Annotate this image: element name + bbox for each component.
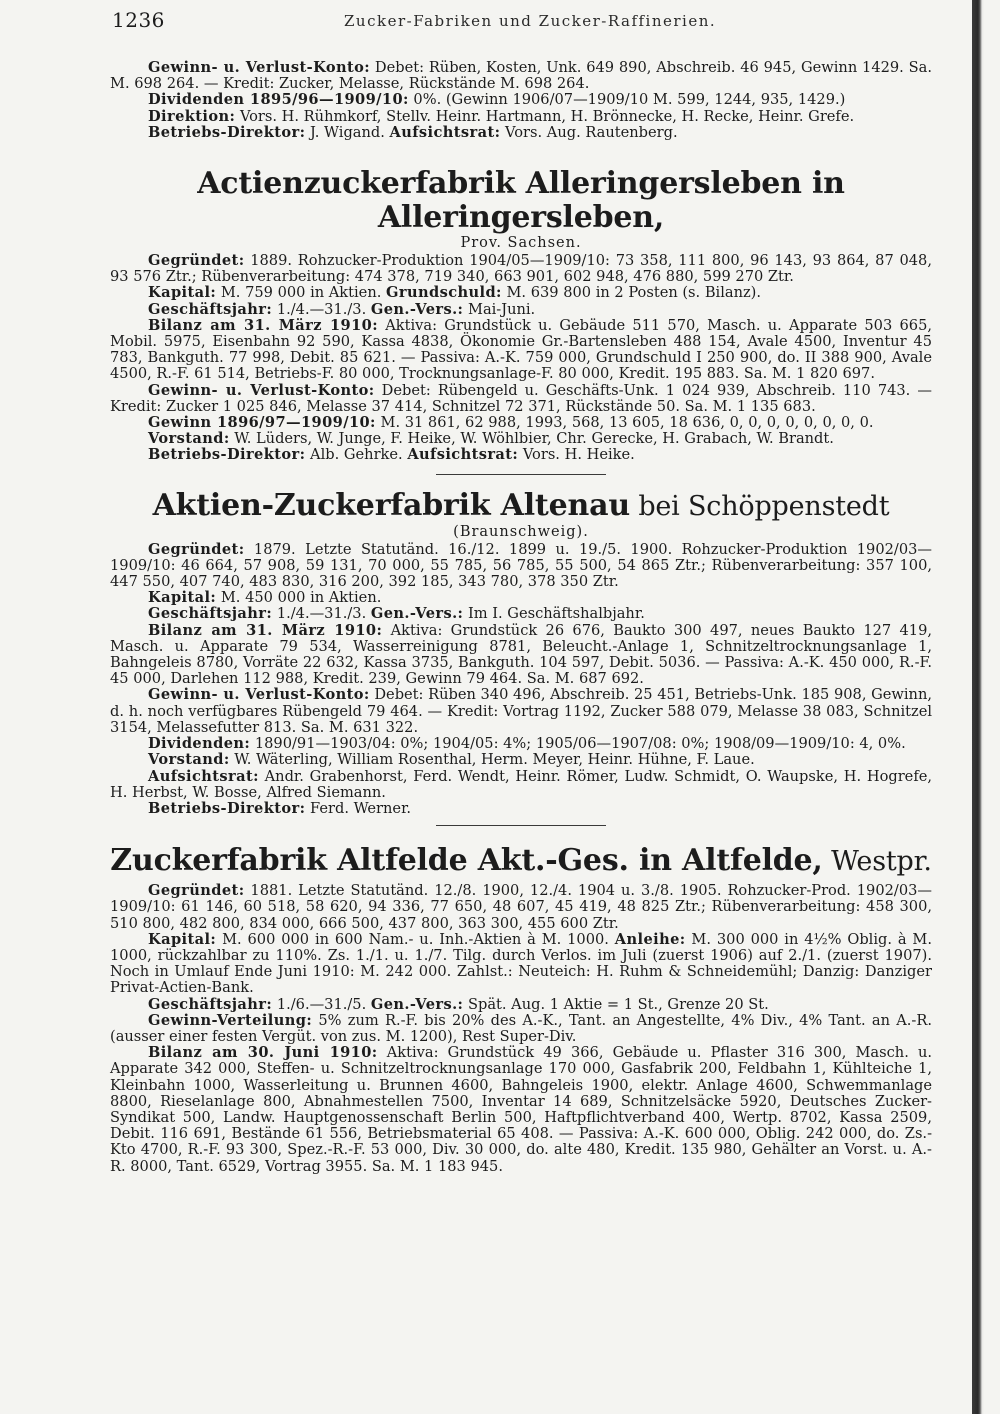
label: Anleihe: xyxy=(614,930,686,948)
text: M. 450 000 in Aktien. xyxy=(216,589,382,607)
title-text: Zuckerfabrik Altfelde Akt.-Ges. in Altfelde, xyxy=(110,843,823,879)
label: Bilanz am 31. März 1910: xyxy=(148,621,383,639)
text: Aktiva: Grundstück u. Gebäude 511 570, Masch. u. Apparate 503 665, Mobil. 5975, Eisenbahn 92 590, Kassa 4838, Ökonomie Gr.-Bartensleben 488 154, Avale 4500, Inventur 45 783, Bankguth. 77 998, Debit. 85 621. — Passiva: A.-K. 759 000, Grundschuld I 250 900, do. II 388 900, Avale 4500, R.-F. 61 514, Betriebs-F. 80 000, Trocknungsanlage-F. 80 000, Kredit. 195 883. Sa. M. 1 820 697. xyxy=(110,316,932,383)
label: Gegründet: xyxy=(148,252,245,270)
label: Kapital: xyxy=(148,284,217,302)
scan-edge xyxy=(972,0,1000,1414)
text: Debet: Rüben, Kosten, Unk. 649 890, Abschreib. 46 945, Gewinn 1429. Sa. M. 698 264. — Kredit: Zucker, Melasse, Rückstände M. 698 264. xyxy=(110,59,932,93)
paragraph xyxy=(110,687,932,736)
text: 0%. (Gewinn 1906/07—1909/10 M. 599, 1244, 935, 1429.) xyxy=(408,91,846,109)
label: Direktion: xyxy=(148,107,236,125)
section-subtitle: Prov. Sachsen. xyxy=(460,235,582,252)
label: Gen.-Vers.: xyxy=(370,995,464,1013)
paragraph xyxy=(110,801,932,817)
label: Kapital: xyxy=(148,589,217,607)
page-number: 1236 xyxy=(112,8,165,32)
label: Gegründet: xyxy=(148,540,245,558)
label: Gen.-Vers.: xyxy=(370,605,464,623)
text: Mai-Juni. xyxy=(463,300,536,318)
paragraph xyxy=(110,606,932,622)
text: Spät. Aug. 1 Aktie = 1 St., Grenze 20 St. xyxy=(463,995,769,1013)
text: 1./4.—31./3. xyxy=(272,300,371,318)
label: Aufsichtsrat: xyxy=(407,446,519,464)
paragraph xyxy=(110,125,932,141)
paragraph xyxy=(110,109,932,125)
text: M. 300 000 in 4½% Oblig. à M. 1000, rückzahlbar zu 110%. Zs. 1./1. u. 1./7. Tilg. durch Verlos. im Juli (zuerst 1906) auf 2./1. (zuerst 1907). Noch in Umlauf Ende Juni 1910: M. 242 000. Zahlst.: Neuteich: H. Ruhm & Schneidemühl; Danzig: Danziger Privat-Actien-Bank. xyxy=(110,930,932,997)
paragraph xyxy=(110,1045,932,1175)
section-title: Actienzuckerfabrik Alleringersleben in Alleringersleben, xyxy=(197,166,845,236)
label: Dividenden 1895/96—1909/10: xyxy=(148,91,409,109)
label: Vorstand: xyxy=(148,430,230,448)
text: M. 639 800 in 2 Posten (s. Bilanz). xyxy=(501,284,762,302)
text: Vors. H. Rühmkorf, Stellv. Heinr. Hartmann, H. Brönnecke, H. Recke, Heinr. Grefe. xyxy=(235,107,855,125)
paragraph xyxy=(110,92,932,108)
label: Grundschuld: xyxy=(386,284,502,302)
text: M. 759 000 in Aktien. xyxy=(216,284,386,302)
label: Betriebs-Direktor: xyxy=(148,123,306,141)
paragraph xyxy=(110,415,932,431)
label: Gewinn-Verteilung: xyxy=(148,1011,313,1029)
text: Andr. Grabenhorst, Ferd. Wendt, Heinr. Römer, Ludw. Schmidt, O. Waupske, H. Hogrefe, H. Herbst, W. Bosse, Alfred Siemann. xyxy=(110,767,932,801)
label: Geschäftsjahr: xyxy=(148,605,273,623)
paragraph xyxy=(110,736,932,752)
label: Bilanz am 30. Juni 1910: xyxy=(148,1044,378,1062)
paragraph xyxy=(110,590,932,606)
paragraph xyxy=(110,447,932,463)
text: W. Lüders, W. Junge, F. Heike, W. Wöhlbier, Chr. Gerecke, H. Grabach, W. Brandt. xyxy=(229,430,834,448)
label: Vorstand: xyxy=(148,751,230,769)
paragraph xyxy=(110,60,932,92)
text: Debet: Rübengeld u. Geschäfts-Unk. 1 024 939, Abschreib. 110 743. — Kredit: Zucker 1 025 846, Melasse 37 414, Schnitzel 72 371, Rückstände 50. Sa. M. 1 135 683. xyxy=(110,381,932,415)
text: M. 31 861, 62 988, 1993, 568, 13 605, 18 636, 0, 0, 0, 0, 0, 0, 0, 0. xyxy=(375,414,874,432)
paragraph xyxy=(110,623,932,688)
text: Aktiva: Grundstück 26 676, Baukto 300 497, neues Baukto 127 419, Masch. u. Apparate 79 534, Wasserreinigung 8781, Beleucht.-Anlage 1, Schnitzeltrocknungsanlage 1, Bahngeleis 8780, Vorräte 22 632, Kassa 3735, Bankguth. 104 597, Debit. 5036. — Passiva: A.-K. 450 000, R.-F. 45 000, Darlehen 112 988, Kredit. 239, Gewinn 79 464. Sa. M. 687 692. xyxy=(110,621,933,688)
label: Kapital: xyxy=(148,930,217,948)
label: Geschäftsjahr: xyxy=(148,300,273,318)
label: Dividenden: xyxy=(148,735,251,753)
text: 1889. Rohzucker-Produktion 1904/05—1909/10: 73 358, 111 800, 96 143, 93 864, 87 048, 93 576 Ztr.; Rübenverarbeitung: 474 378, 719 340, 663 901, 602 948, 476 880, 599 270 Ztr. xyxy=(110,252,932,286)
label: Gewinn- u. Verlust-Konto: xyxy=(148,59,371,76)
text: M. 600 000 in 600 Nam.- u. Inh.-Aktien à M. 1000. xyxy=(216,930,615,948)
text: Im I. Geschäftshalbjahr. xyxy=(463,605,645,623)
label: Betriebs-Direktor: xyxy=(148,446,306,464)
paragraph xyxy=(110,431,932,447)
text: 1./4.—31./3. xyxy=(272,605,371,623)
section-subtitle: (Braunschweig). xyxy=(453,523,589,540)
title-location: bei Schöppenstedt xyxy=(629,490,890,522)
paragraph xyxy=(110,318,932,383)
text: 5% zum R.-F. bis 20% des A.-K., Tant. an Angestellte, 4% Div., 4% Tant. an A.-R. (ausser einer festen Vergüt. von zus. M. 1200), Rest Super-Div. xyxy=(110,1011,932,1045)
paragraph xyxy=(110,383,932,415)
paragraph xyxy=(110,253,932,285)
section-title xyxy=(110,844,932,879)
text: 1./6.—31./5. xyxy=(272,995,371,1013)
label: Gegründet: xyxy=(148,882,245,900)
text: J. Wigand. xyxy=(305,123,390,141)
label: Betriebs-Direktor: xyxy=(148,799,306,817)
paragraph xyxy=(110,302,932,318)
paragraph xyxy=(110,997,932,1013)
text: 1890/91—1903/04: 0%; 1904/05: 4%; 1905/06—1907/08: 0%; 1908/09—1909/10: 4, 0%. xyxy=(250,735,906,753)
paragraph xyxy=(110,883,932,932)
text: Debet: Rüben 340 496, Abschreib. 25 451, Betriebs-Unk. 185 908, Gewinn, d. h. noch verfügbares Rübengeld 79 464. — Kredit: Vortrag 1192, Zucker 588 079, Melasse 38 083, Schnitzel 3154, Melassefutter 813. Sa. M. 631 322. xyxy=(110,686,932,736)
text: Vors. Aug. Rautenberg. xyxy=(500,123,678,141)
label: Gewinn- u. Verlust-Konto: xyxy=(148,381,375,399)
title-text: Aktien-Zuckerfabrik Altenau xyxy=(152,487,630,523)
text: Aktiva: Grundstück 49 366, Gebäude u. Pflaster 316 300, Masch. u. Apparate 342 000, Steffen- u. Schnitzeltrocknungsanlage 170 000, Gasfabrik 200, Feldbahn 1, Kühlteiche 1, Kleinbahn 1000, Wasserleitung u. Brunnen 4600, Bahngeleis 1900, elektr. Anlage 4600, Schwemmanlage 8800, Rieselanlage 800, Abnahmestellen 7500, Inventar 14 689, Schnitzelsäcke 5920, Deutsches Zucker-Syndikat 500, Landw. Hauptgenossenschaft Berlin 500, Haftpflichtverband 400, Wertp. 8702, Kassa 2509, Debit. 116 691, Bestände 61 556, Betriebsmaterial 65 408. — Passiva: A.-K. 600 000, Oblig. 242 000, do. Zs.-Kto 4700, R.-F. 93 300, Spez.-R.-F. 53 000, Div. 30 000, do. alte 480, Kredit. 135 980, Gehälter an Vorst. u. A.-R. 8000, Tant. 6529, Vortrag 3955. Sa. M. 1 183 945. xyxy=(110,1044,932,1175)
label: Geschäftsjahr: xyxy=(148,995,273,1013)
label: Gen.-Vers.: xyxy=(370,300,464,318)
page-header xyxy=(112,8,937,34)
text: Ferd. Werner. xyxy=(305,799,412,817)
text: Vors. H. Heike. xyxy=(518,446,635,464)
page-body xyxy=(110,60,932,1175)
text: 1881. Letzte Statutänd. 12./8. 1900, 12./4. 1904 u. 3./8. 1905. Rohzucker-Prod. 1902/03—1909/10: 61 146, 60 518, 58 620, 94 336, 77 650, 48 607, 45 419, 48 825 Ztr.; Rübenverarbeitung: 458 300, 510 800, 482 800, 834 000, 666 500, 437 800, 363 300, 455 600 Ztr. xyxy=(110,882,932,932)
title-location: Westpr. xyxy=(822,846,932,878)
label: Bilanz am 31. März 1910: xyxy=(148,316,379,334)
text: Alb. Gehrke. xyxy=(305,446,408,464)
paragraph xyxy=(110,752,932,768)
paragraph xyxy=(110,1013,932,1045)
label: Gewinn- u. Verlust-Konto: xyxy=(148,686,370,704)
paragraph xyxy=(110,542,932,591)
paragraph xyxy=(110,285,932,301)
text: W. Wäterling, William Rosenthal, Herm. Meyer, Heinr. Hühne, F. Laue. xyxy=(229,751,755,769)
text: 1879. Letzte Statutänd. 16./12. 1899 u. 19./5. 1900. Rohzucker-Produktion 1902/03—1909/10: 46 664, 57 908, 59 131, 70 000, 55 785, 56 785, 55 500, 54 865 Ztr.; Rübenverarbeitung: 357 100, 447 550, 407 740, 483 830, 316 200, 392 185, 343 780, 378 350 Ztr. xyxy=(110,540,932,591)
paragraph xyxy=(110,932,932,997)
label: Aufsichtsrat: xyxy=(148,767,259,785)
label: Gewinn 1896/97—1909/10: xyxy=(148,414,376,432)
section-title xyxy=(110,489,932,524)
paragraph xyxy=(110,769,932,801)
label: Aufsichtsrat: xyxy=(389,123,501,141)
running-header: Zucker-Fabriken und Zucker-Raffinerien. xyxy=(344,12,717,30)
